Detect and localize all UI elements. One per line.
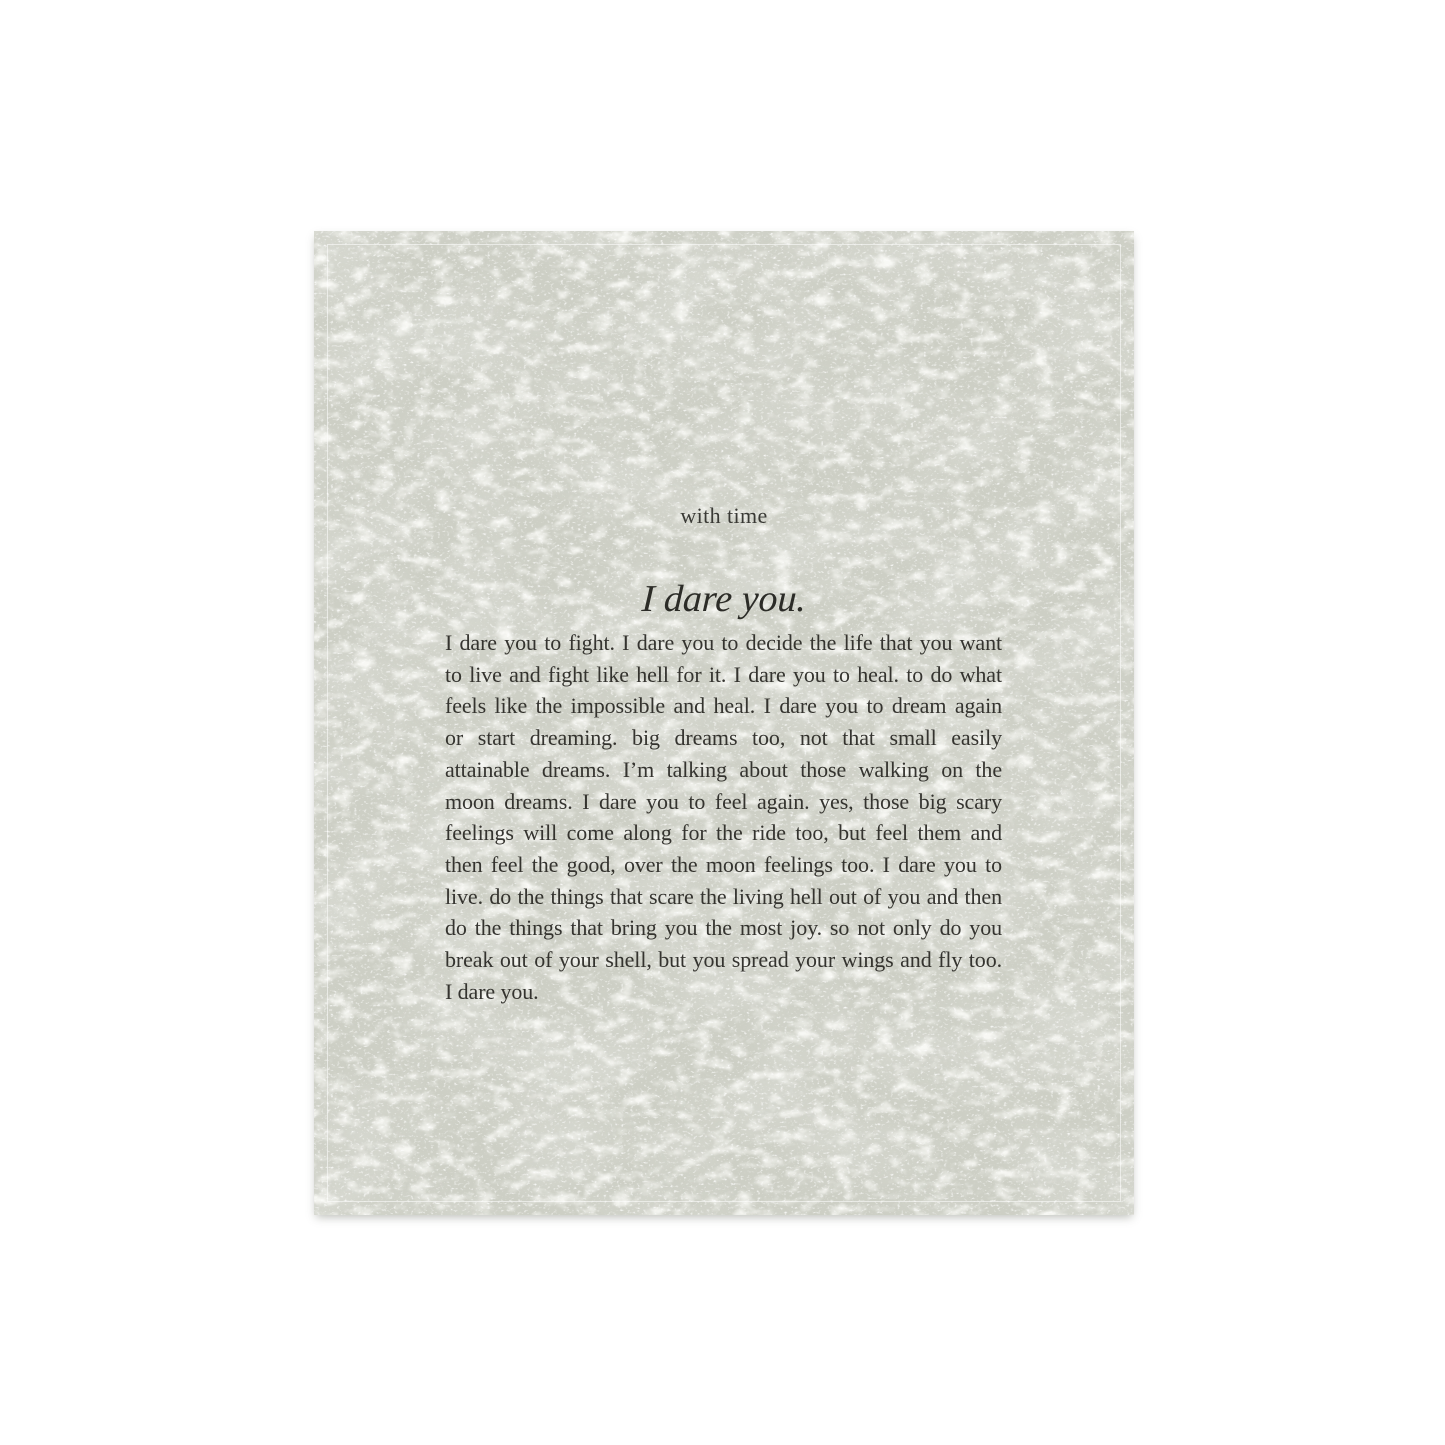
quote-paragraph <box>445 627 1002 1007</box>
quote-line: I dare you. <box>445 978 539 1004</box>
quote-line: do the things that bring you the most joy. so not only do you <box>445 915 1002 941</box>
quote-line: break out of your shell, but you spread your wings and fly too. <box>445 947 1002 973</box>
title-script: I dare you. <box>640 578 808 620</box>
quote-line: moon dreams. I dare you to feel again. yes, those big scary <box>445 788 1002 814</box>
header-text: with time <box>680 503 768 528</box>
quote-line: I dare you to fight. I dare you to decide the life that you want <box>445 630 1002 655</box>
velvet-blanket <box>314 231 1134 1215</box>
quote-line: to live and fight like hell for it. I dare you to heal. to do what <box>445 661 1002 687</box>
quote-line: then feel the good, over the moon feelings too. I dare you to <box>445 851 1002 877</box>
printed-text <box>314 231 1134 1215</box>
quote-line: attainable dreams. I’m talking about those walking on the <box>445 756 1002 782</box>
quote-line: feels like the impossible and heal. I dare you to dream again <box>445 693 1002 719</box>
quote-line: feelings will come along for the ride too, but feel them and <box>445 820 1002 846</box>
quote-line: or start dreaming. big dreams too, not that small easily <box>445 725 1002 751</box>
quote-line: live. do the things that scare the living hell out of you and then <box>445 883 1002 909</box>
